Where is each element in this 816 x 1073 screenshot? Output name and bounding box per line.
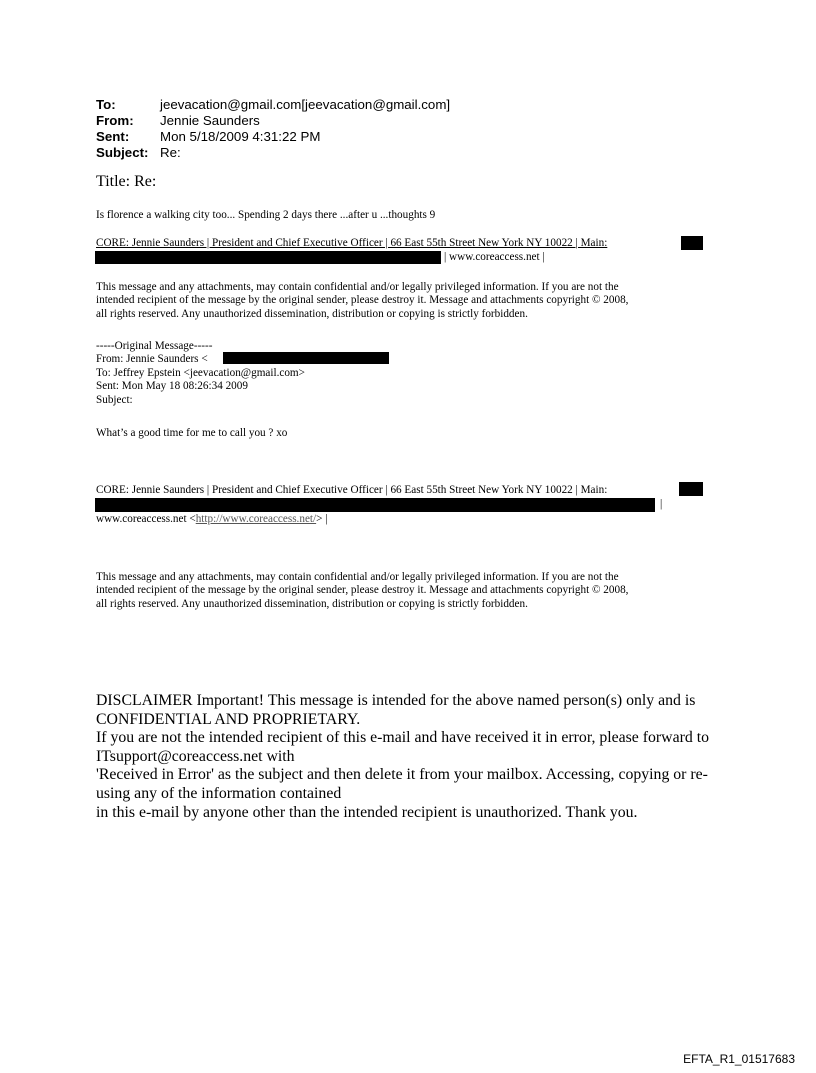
confidentiality-line: This message and any attachments, may contain confidential and/or legally privileged information. If you are not the [96,571,619,583]
original-to: To: Jeffrey Epstein <jeevacation@gmail.com> [96,366,305,379]
confidentiality-notice [96,281,628,321]
signature-line-1 [96,237,607,250]
signature-text: CORE: Jennie Saunders | President and Chief Executive Officer | 66 East 55th Street New York NY 10022 | Main: [96,237,608,249]
original-body: What’s a good time for me to call you ? xo [96,427,288,439]
subject-value: Re: [160,145,181,160]
to-row [96,97,450,113]
sent-value: Mon 5/18/2009 4:31:22 PM [160,129,321,144]
to-label: To: [96,97,116,112]
message-title: Title: Re: [96,173,157,190]
from-value: Jennie Saunders [160,113,260,128]
signature2-pipe: | [660,498,663,510]
confidentiality-line: intended recipient of the message by the original sender, please destroy it. Message and attachments copyright © 2008, [96,294,629,307]
redaction-box [95,251,441,264]
disclaimer-block [96,692,736,822]
disclaimer-line: If you are not the intended recipient of this e-mail and have received it in error, please forward to [96,729,710,747]
signature2-site-close: > | [316,513,328,525]
original-subject: Subject: [96,393,133,406]
signature2-site-text: www.coreaccess.net < [96,513,196,525]
subject-label: Subject: [96,145,149,160]
disclaimer-line: ITsupport@coreaccess.net with [96,747,295,765]
redaction-box [95,498,655,512]
disclaimer-line: 'Received in Error' as the subject and then delete it from your mailbox. Accessing, copying or re- [96,766,708,784]
disclaimer-line: CONFIDENTIAL AND PROPRIETARY. [96,710,361,728]
signature2-line-1: CORE: Jennie Saunders | President and Chief Executive Officer | 66 East 55th Street New York NY 10022 | Main: [96,484,608,496]
confidentiality-line: all rights reserved. Any unauthorized dissemination, distribution or copying is strictly forbidden. [96,307,528,320]
disclaimer-line: using any of the information contained [96,784,342,802]
message-body: Is florence a walking city too... Spending 2 days there ...after u ...thoughts 9 [96,209,436,221]
email-header [96,97,450,161]
original-separator: -----Original Message----- [96,340,213,352]
sent-label: Sent: [96,129,130,144]
original-sent: Sent: Mon May 18 08:26:34 2009 [96,380,248,393]
subject-row [96,145,450,161]
sent-row [96,129,450,145]
confidentiality-line: all rights reserved. Any unauthorized dissemination, distribution or copying is strictly forbidden. [96,597,528,610]
redaction-box [223,352,389,364]
signature-line-2: | www.coreaccess.net | [444,251,545,263]
signature2-line-3 [96,513,328,526]
to-value: jeevacation@gmail.com[jeevacation@gmail.com] [160,97,451,112]
confidentiality-line: intended recipient of the message by the original sender, please destroy it. Message and attachments copyright © 2008, [96,584,629,597]
original-from-text: From: Jennie Saunders < [96,353,208,366]
confidentiality-notice-2 [96,571,628,611]
disclaimer-line: in this e-mail by anyone other than the intended recipient is unauthorized. Thank you. [96,803,638,821]
redaction-box [679,482,703,496]
original-message-block [96,340,386,407]
redaction-box [681,236,703,250]
from-label: From: [96,113,134,128]
document-id-footer: EFTA_R1_01517683 [683,1052,795,1066]
from-row [96,113,450,129]
disclaimer-line: DISCLAIMER Important! This message is intended for the above named person(s) only and is [96,692,696,709]
coreaccess-link[interactable]: http://www.coreaccess.net/ [195,513,317,525]
confidentiality-line: This message and any attachments, may contain confidential and/or legally privileged information. If you are not the [96,281,619,293]
